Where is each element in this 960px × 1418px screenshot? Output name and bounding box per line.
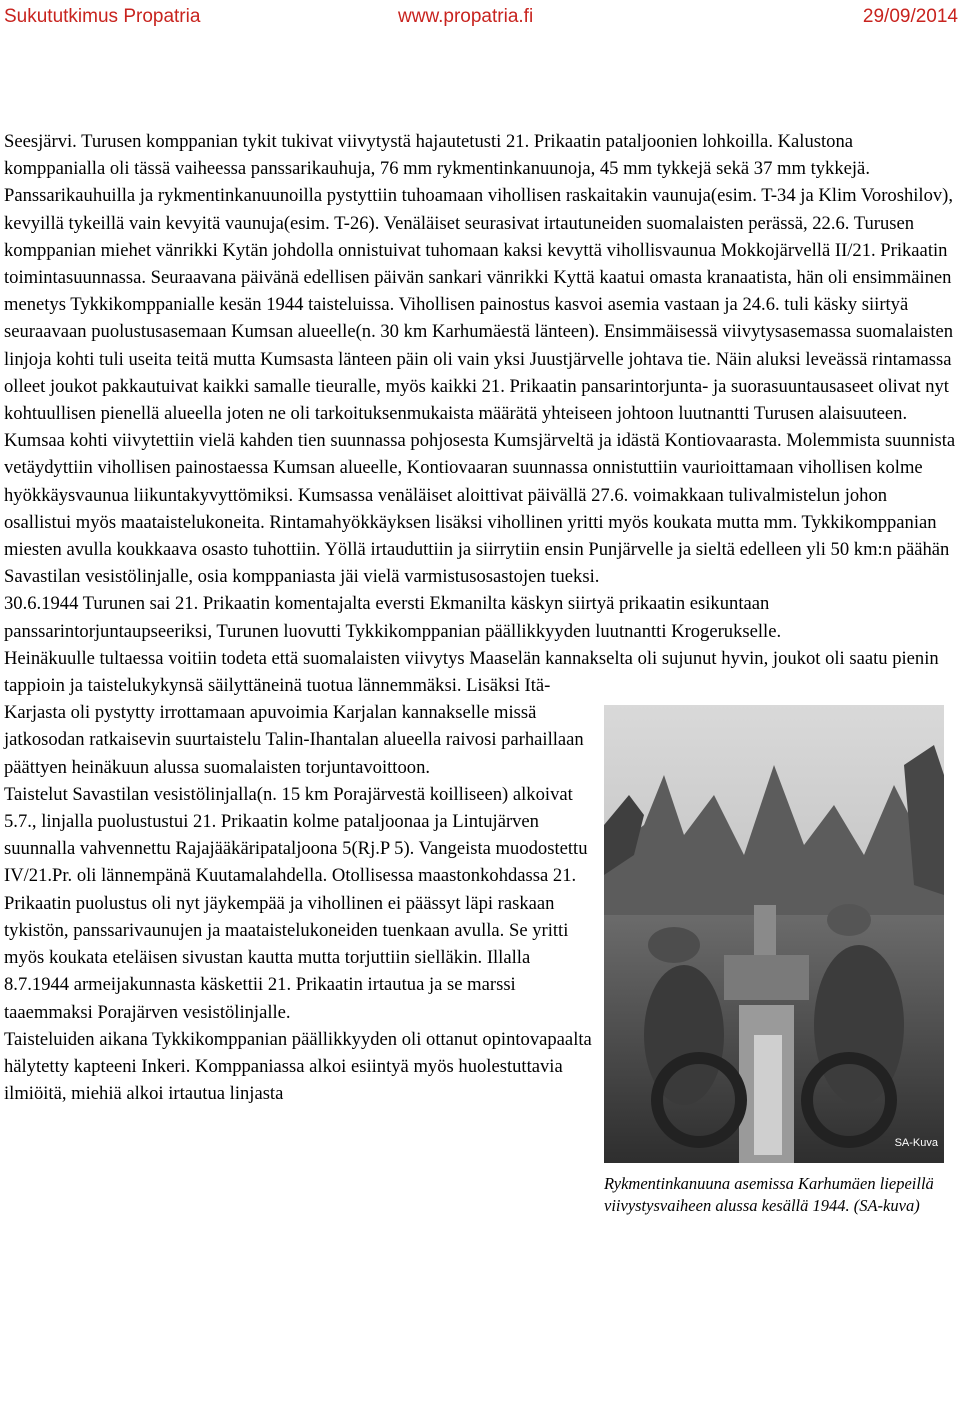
photo-credit: SA-Kuva bbox=[894, 1136, 938, 1149]
paragraph: Heinäkuulle tultaessa voitiin todeta että suomalaisten viivytys Maaselän kannakselta oli sujunut hyvin, joukot oli saatu pienin tappioin ja taistelukykynsä säilyttäneinä tuotua lännemmäksi. Lisäksi Itä-Karjasta oli pystytty irrottamaan apuvoimia Karjalan kannakselle missä jatkosodan ratkaisevin suurtaistelu Talin-Ihantalan alueella raivosi parhaillaan päättyen heinäkuun alussa suomalaisten torjuntavoittoon. bbox=[4, 647, 939, 778]
figure-caption: Rykmentinkanuuna asemissa Karhumäen liepeillä viivystysvaiheen alussa kesällä 1944. (SA-kuva) bbox=[604, 1174, 934, 1215]
paragraph: Taistelut Savastilan vesistölinjalla(n. 15 km Porajärvestä koilliseen) alkoivat 5.7., linjalla puolustustui 21. Prikaatin kolme pataljoonaa ja Lintujärven suunnalla vahvennettu Rajajääkäripataljoona 5(Rj.P 5). Vangeista muodostettu IV/21.Pr. oli lännempänä Kuutamalahdella. Otollisessa maastonkohdassa 21. Prikaatin puolustus oli nyt jäykempää ja vihollinen ei päässyt läpi raskaan tykistön, panssarivaunujen ja maataistelukoneiden tuenkaan avulla. Se yritti myös koukata eteläisen sivustan kautta mutta torjuttiin sielläkin. Illalla 8.7.1944 armeijakunnasta käskettii 21. Prikaatin irtautua ja se marssi taaemmaksi Porajärven vesistölinjalle. bbox=[4, 783, 588, 1023]
paragraph: Taisteluiden aikana Tykkikomppanian päällikkyyden oli ottanut opintovapaalta hälytetty kapteeni Inkeri. Komppaniassa alkoi esiintyä myös huolestuttavia ilmiöitä, miehiä alkoi irtautua linjasta bbox=[4, 1028, 592, 1105]
header-date: 29/09/2014 bbox=[862, 6, 958, 27]
paragraph: 30.6.1944 Turunen sai 21. Prikaatin komentajalta eversti Ekmanilta käskyn siirtyä prikaatin esikuntaan panssarintorjuntaupseeriksi, Turunen luovutti Tykkikomppanian päällikkyyden luutnantti Krogerukselle. bbox=[4, 593, 782, 642]
article-body bbox=[4, 128, 958, 1241]
wartime-photo bbox=[604, 705, 944, 1163]
page-header bbox=[0, 0, 960, 36]
paragraph: Seesjärvi. Turusen komppanian tykit tukivat viivytystä hajautetusti 21. Prikaatin pataljoonien lohkoilla. Kalustona komppanialla oli tässä vaiheessa panssarikauhuja, 76 mm rykmentinkanuunoja, 45 mm tykkejä sekä 37 mm tykkejä. Panssarikauhuilla ja rykmentinkanuunoilla pystyttiin tuhoamaan vihollisen raskaitakin vaunuja(esim. T-34 ja Klim Voroshilov), kevyillä tykeillä vain kevyitä vaunuja(esim. T-26). Venäläiset seurasivat irtautuneiden suomalaisten perässä, 22.6. Turusen komppanian miehet vänrikki Kytän johdolla onnistuivat tuhomaan kaksi kevyttä vihollisvaunua Mokkojärvellä II/21. Prikaatin toimintasuunnassa. Seuraavana päivänä edellisen päivän sankari vänrikki Kyttä kaatui omasta kranaatista, hän oli ensimmäinen menetys Tykkikomppanialle kesän 1944 taisteluissa. Vihollisen painostus kasvoi asemia vastaan ja 24.6. tuli käsky siirtyä seuraavaan puolustusasemaan Kumsan alueelle(n. 30 km Karhumäestä länteen). Ensimmäisessä viivytysasemassa suomalaisten linjoja kohti tuli useita teitä mutta Kumsasta länteen päin oli vain yksi Juustjärvelle johtava tie. Näin aluksi leveässä rintamassa olleet joukot pakkautuivat kaikki samalle tieuralle, myös kaikki 21. Prikaatin pansarintorjunta- ja suorasuuntausaseet olivat nyt kohtuullisen pienellä alueella joten ne oli tarkoituksenmukaista määrätä yhteiseen johtoon luutnantti Turusen alaisuuteen. Kumsaa kohti viivytettiin vielä kahden tien suunnassa pohjosesta Kumsjärveltä ja idästä Kontiovaarasta. Molemmista suunnista vetäydyttiin vihollisen painostaessa Kumsan alueelle, Kontiovaaran suunnassa onnistuttiin vaurioittamaan vihollisen kolme hyökkäysvaunua liikuntakyvyttömiksi. Kumsassa venäläiset aloittivat päivällä 27.6. voimakkaan tulivalmistelun johon osallistui myös maataistelukoneita. Rintamahyökkäyksen lisäksi vihollinen yritti myös koukata mutta mm. Tykkikomppanian miesten avulla koukkaava osasto tuhottiin. Yöllä irtauduttiin ja siirrytiin ensin Punjärvelle ja sieltä edelleen yli 50 km:n päähän Savastilan vesistölinjalle, osia komppaniasta jäi vielä varmistusosastojen tueksi. bbox=[4, 131, 956, 588]
photo-illustration bbox=[604, 705, 944, 1163]
figure bbox=[604, 691, 958, 1241]
site-name: Sukututkimus Propatria bbox=[4, 6, 201, 27]
site-url-link[interactable]: www.propatria.fi bbox=[398, 6, 534, 27]
